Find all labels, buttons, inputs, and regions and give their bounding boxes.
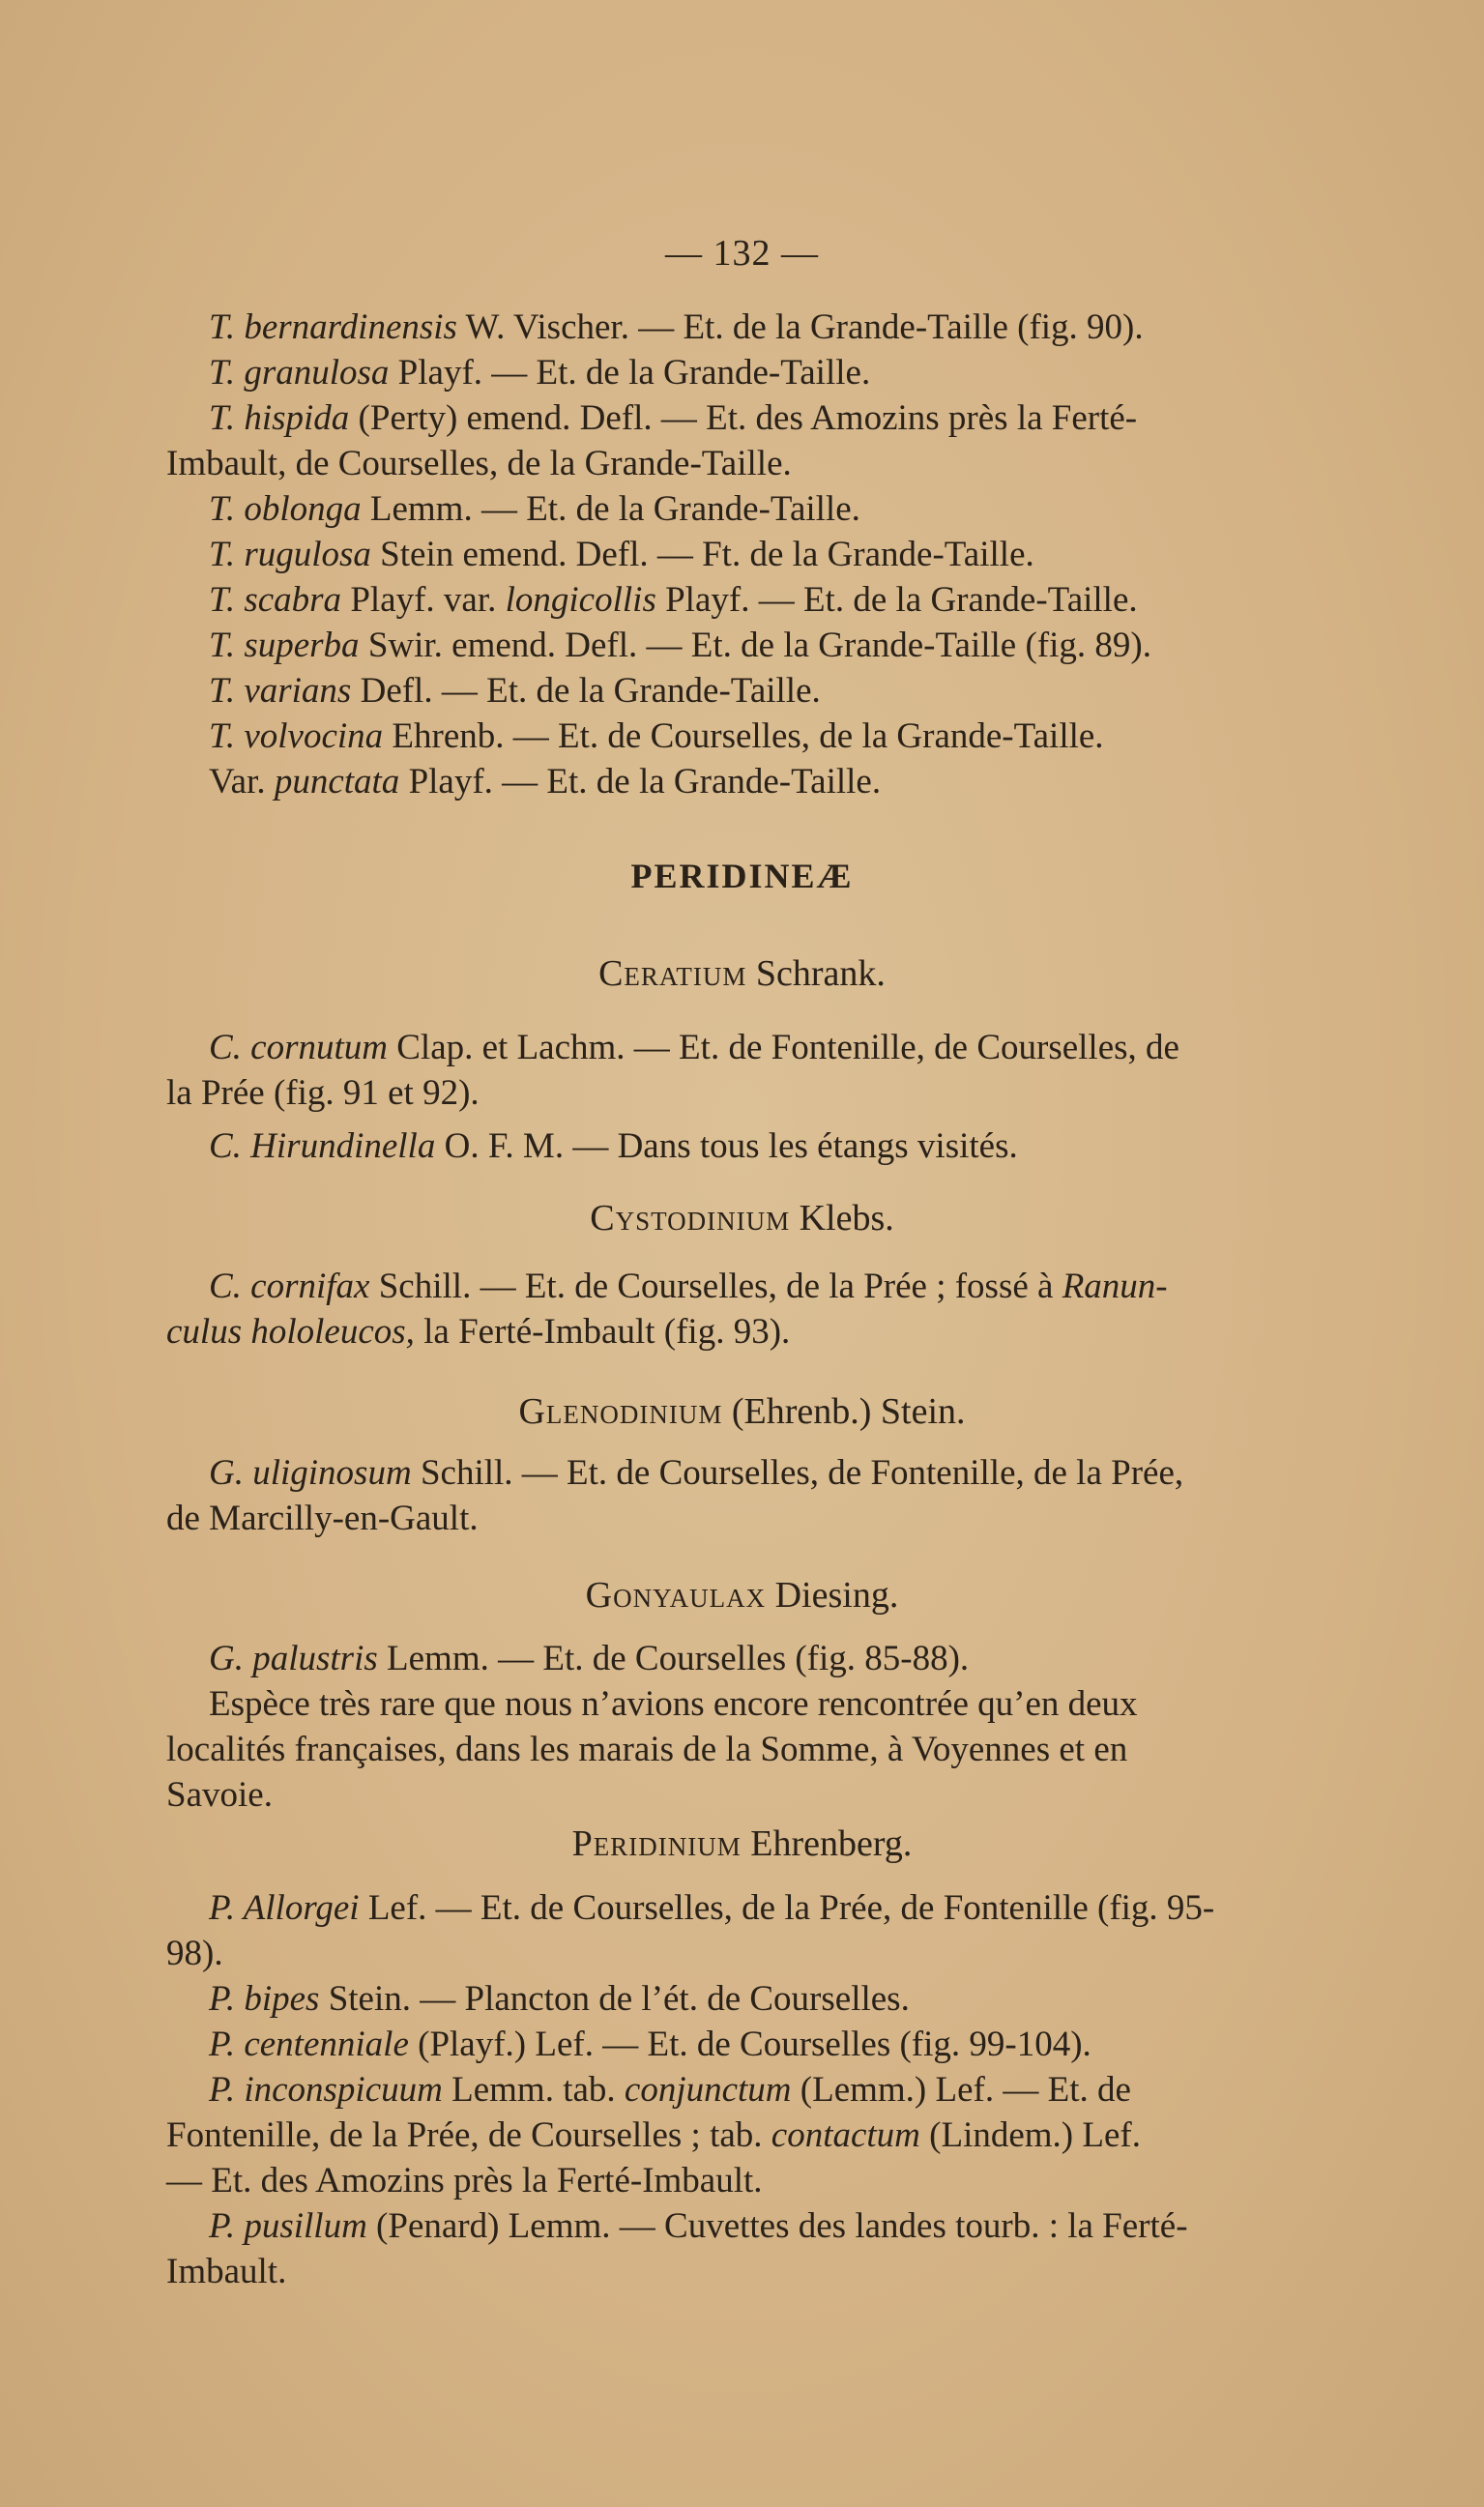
genus-name: Glenodinium [518,1391,723,1432]
entry-text: (Playf.) Lef. — Et. de Courselles (fig. 99-104). [408,2025,1091,2064]
taxon-name: T. bernardinensis [209,307,457,347]
taxon-name: punctata [274,762,400,802]
trachelomonas-list [166,305,1404,804]
entry-pusillum [166,2203,1404,2249]
entry-cornutum-cont [166,1070,1404,1116]
entry-text: Imbault, de Courselles, de la Grande-Taille. [166,444,792,483]
taxon-name: C. Hirundinella [209,1126,436,1166]
entry-centenniale [166,2022,1404,2067]
entry-superba [166,623,1404,668]
entry-uliginosum [166,1450,1404,1496]
entry-text: Clap. et Lachm. — Et. de Fontenille, de Courselles, de [388,1028,1179,1067]
page-number: — 132 — [665,233,819,274]
entry-text: Lemm. tab. [442,2070,625,2110]
taxon-name: T. scabra [209,580,342,620]
taxon-name: P. centenniale [209,2025,409,2064]
taxon-name: T. hispida [209,398,350,438]
entry-text: Ehrenb. — Et. de Courselles, de la Grande-Taille. [383,716,1104,756]
entry-punctata [166,759,1404,804]
genus-heading-gonyaulax [0,1574,1484,1617]
ceratium-list [166,1025,1404,1169]
genus-author: Ehrenberg. [741,1823,913,1864]
host-name: Ranun- [1062,1267,1168,1306]
variety-name: contactum [771,2115,920,2155]
genus-name: Gonyaulax [585,1575,767,1616]
entry-pusillum-cont [166,2249,1404,2294]
genus-heading-glenodinium [0,1390,1484,1433]
entry-inconspicuum-cont2 [166,2158,1404,2203]
entry-cornifax-cont [166,1309,1404,1355]
entry-text: O. F. M. — Dans tous les étangs visités. [435,1126,1018,1166]
peridinium-list [166,1885,1404,2294]
entry-text: Stein. — Plancton de l’ét. de Courselles. [319,1979,910,2019]
entry-text: (Lindem.) Lef. [919,2115,1141,2155]
entry-text: W. Vischer. — Et. de la Grande-Taille (fig. 90). [456,307,1144,347]
genus-heading-peridinium [0,1822,1484,1865]
taxon-name: G. palustris [209,1639,378,1678]
variety-name: longicollis [505,580,656,620]
section-title: PERIDINEÆ [630,857,854,895]
genus-author: Schrank. [746,953,886,994]
entry-text: (Lemm.) Lef. — Et. de [791,2070,1131,2110]
taxon-name: P. inconspicuum [209,2070,443,2110]
genus-author: Klebs. [790,1198,894,1239]
entry-oblonga [166,486,1404,532]
genus-author: (Ehrenb.) Stein. [722,1391,966,1432]
entry-text: (Penard) Lemm. — Cuvettes des landes tourb. : la Ferté- [366,2206,1188,2246]
entry-text: Playf. — Et. de la Grande-Taille. [389,353,871,393]
entry-bernardinensis [166,305,1404,350]
genus-heading-ceratium [0,952,1484,995]
entry-text: Schill. — Et. de Courselles, de Fontenille, de la Prée, [411,1453,1184,1493]
entry-text: Playf. var. [341,580,506,620]
entry-cornutum [166,1025,1404,1070]
entry-inconspicuum [166,2067,1404,2113]
genus-name: Peridinium [571,1823,742,1864]
entry-bipes [166,1976,1404,2022]
glenodinium-list [166,1450,1404,1541]
entry-text: la Ferté-Imbault (fig. 93). [414,1312,791,1352]
entry-text: Lemm. — Et. de la Grande-Taille. [361,489,860,529]
entry-palustris [166,1636,1404,1681]
host-name: culus hololeucos, [166,1312,415,1352]
entry-text: 98). [166,1934,223,1973]
taxon-name: P. bipes [209,1979,320,2019]
cystodinium-list [166,1264,1404,1355]
entry-allorgei [166,1885,1404,1931]
entry-text: Playf. — Et. de la Grande-Taille. [399,762,882,802]
entry-hispida-cont [166,441,1404,486]
taxon-name: P. pusillum [209,2206,367,2246]
entry-text: Imbault. [166,2252,287,2291]
genus-name: Cystodinium [590,1198,791,1239]
entry-hispida [166,395,1404,441]
entry-text: Lemm. — Et. de Courselles (fig. 85-88). [377,1639,970,1678]
entry-text: de Marcilly-en-Gault. [166,1499,479,1538]
entry-hirundinella [166,1123,1404,1169]
entry-varians [166,668,1404,714]
entry-rugulosa [166,532,1404,577]
entry-text: Stein emend. Defl. — Ft. de la Grande-Taille. [370,535,1034,574]
entry-inconspicuum-cont [166,2113,1404,2158]
entry-cornifax [166,1264,1404,1309]
entry-uliginosum-cont [166,1496,1404,1541]
genus-author: Diesing. [766,1575,899,1616]
genus-heading-cystodinium [0,1197,1484,1239]
var-prefix: Var. [209,762,275,802]
taxon-name: C. cornutum [209,1028,388,1067]
taxon-name: T. varians [209,671,352,711]
taxon-name: T. superba [209,626,360,665]
genus-name: Ceratium [598,953,747,994]
taxon-name: C. cornifax [209,1267,370,1306]
gonyaulax-list [166,1636,1404,1818]
taxon-name: T. oblonga [209,489,362,529]
variety-name: conjunctum [624,2070,792,2110]
entry-text: Lef. — Et. de Courselles, de la Prée, de Fontenille (fig. 95- [359,1888,1215,1928]
note-line: Espèce très rare que nous n’avions encore rencontrée qu’en deux [209,1684,1138,1724]
entry-text: — Et. des Amozins près la Ferté-Imbault. [166,2161,763,2201]
entry-volvocina [166,714,1404,759]
entry-granulosa [166,350,1404,395]
note-line: localités françaises, dans les marais de la Somme, à Voyennes et en [166,1730,1128,1769]
taxon-name: P. Allorgei [209,1888,360,1928]
entry-text: Swir. emend. Defl. — Et. de la Grande-Taille (fig. 89). [359,626,1151,665]
entry-text: Playf. — Et. de la Grande-Taille. [655,580,1138,620]
entry-scabra [166,577,1404,623]
entry-text: la Prée (fig. 91 et 92). [166,1073,480,1113]
taxon-name: T. rugulosa [209,535,371,574]
taxon-name: T. volvocina [209,716,384,756]
taxon-name: G. uliginosum [209,1453,412,1493]
note-line: Savoie. [166,1775,273,1815]
entry-text: Schill. — Et. de Courselles, de la Prée ; fossé à [369,1267,1062,1306]
entry-allorgei-cont [166,1931,1404,1976]
entry-text: Fontenille, de la Prée, de Courselles ; tab. [166,2115,771,2155]
entry-text: Defl. — Et. de la Grande-Taille. [351,671,821,711]
entry-text: (Perty) emend. Defl. — Et. des Amozins près la Ferté- [349,398,1138,438]
taxon-name: T. granulosa [209,353,390,393]
